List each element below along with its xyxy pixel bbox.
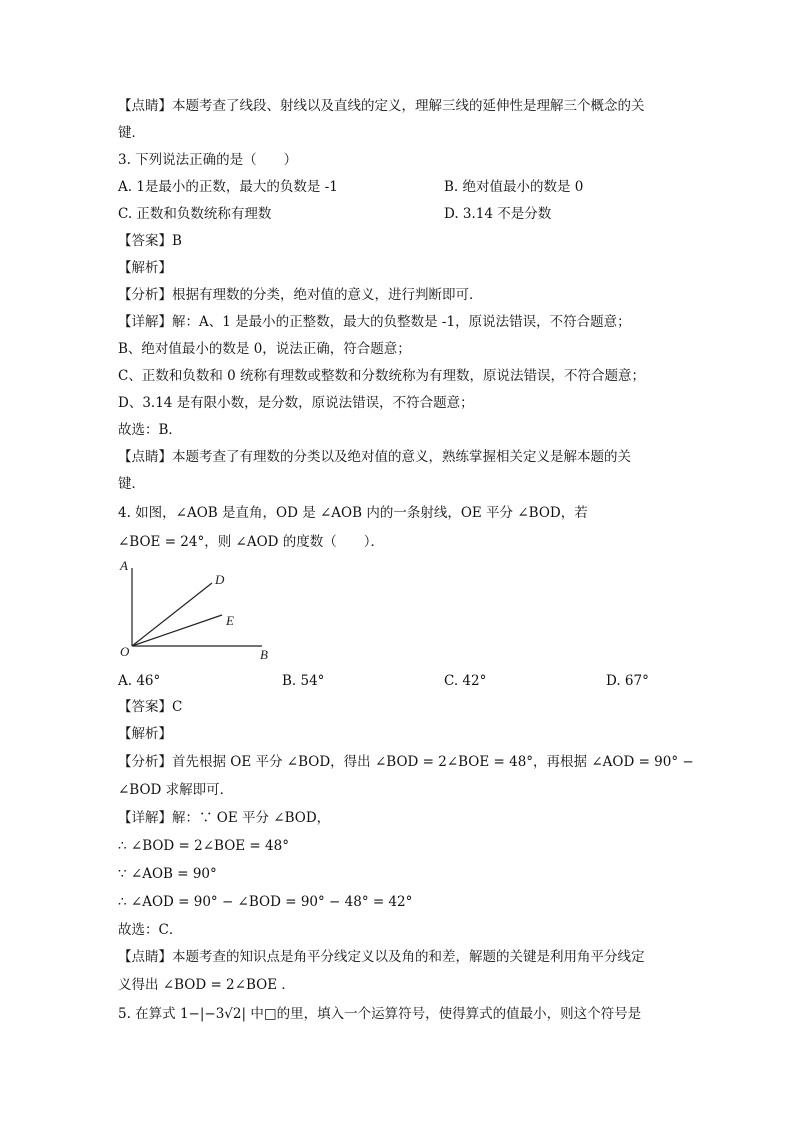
q4-analysis-2: ∠BOD 求解即可． [118, 782, 234, 798]
q4-option-a: A. 46° [118, 673, 161, 689]
q3-analysis: 【分析】根据有理数的分类，绝对值的意义，进行判断即可． [118, 287, 483, 303]
label-e: E [226, 613, 234, 628]
q4-detail-1: 【详解】解：∵ OE 平分 ∠BOD， [118, 810, 331, 826]
q4-analysis-label: 【解析】 [118, 726, 172, 742]
q4-choice: 故选：C． [118, 922, 183, 938]
q4-option-b: B. 54° [282, 673, 325, 689]
q4-option-c: C. 42° [444, 673, 487, 689]
q3-option-b: B. 绝对值最小的数是 0 [444, 179, 584, 195]
q3-detail-3: C、正数和负数和 0 统称有理数或整数和分数统称为有理数，原说法错误，不符合题意； [118, 368, 645, 384]
label-a: A [120, 558, 128, 573]
q4-detail-3: ∵ ∠AOB = 90° [118, 866, 217, 882]
q2-remark-line1: 【点睛】本题考查了线段、射线以及直线的定义，理解三线的延伸性是理解三个概念的关 [118, 98, 645, 114]
q3-option-a: A. 1是最小的正数，最大的负数是 -1 [118, 179, 338, 195]
label-d: D [215, 572, 225, 587]
q4-analysis-1: 【分析】首先根据 OE 平分 ∠BOD，得出 ∠BOD = 2∠BOE = 48°，再根据 ∠AOD = 90° − [118, 754, 694, 770]
ray-oe [132, 615, 222, 646]
q4-remark-1: 【点睛】本题考查的知识点是角平分线定义以及角的和差，解题的关键是利用角平分线定 [118, 949, 645, 965]
label-b: B [260, 647, 268, 662]
q4-detail-2: ∴ ∠BOD = 2∠BOE = 48° [118, 838, 289, 854]
q3-option-c: C. 正数和负数统称有理数 [118, 206, 272, 222]
ray-od [132, 583, 212, 646]
q5-stem: 5. 在算式 1−|−3√2| 中□的里，填入一个运算符号，使得算式的值最小，则这个符号是 [118, 1006, 642, 1022]
q3-answer: 【答案】B [118, 233, 182, 249]
label-o: O [120, 644, 130, 659]
angle-figure [112, 556, 282, 664]
q3-option-d: D. 3.14 不是分数 [444, 206, 552, 222]
q2-remark-line2: 键． [118, 125, 145, 141]
q3-remark-2: 键． [118, 476, 145, 492]
q4-stem-1: 4. 如图，∠AOB 是直角，OD 是 ∠AOB 内的一条射线，OE 平分 ∠BOD，若 [118, 505, 588, 521]
q3-detail-4: D、3.14 是有限小数，是分数，原说法错误，不符合题意； [118, 395, 474, 411]
q4-stem-2: ∠BOE = 24°，则 ∠AOD 的度数（ ）． [118, 534, 385, 550]
q3-detail-2: B、绝对值最小的数是 0，说法正确，符合题意； [118, 341, 411, 357]
q4-detail-4: ∴ ∠AOD = 90° − ∠BOD = 90° − 48° = 42° [118, 894, 413, 910]
q3-analysis-label: 【解析】 [118, 260, 172, 276]
q4-answer: 【答案】C [118, 699, 183, 715]
q3-remark-1: 【点睛】本题考查了有理数的分类以及绝对值的意义，熟练掌握相关定义是解本题的关 [118, 449, 631, 465]
q4-remark-2: 义得出 ∠BOD = 2∠BOE ． [118, 977, 295, 993]
q4-option-d: D. 67° [606, 673, 649, 689]
q3-detail-1: 【详解】解：A、1 是最小的正整数，最大的负整数是 -1，原说法错误，不符合题意； [118, 314, 631, 330]
q3-stem: 3. 下列说法正确的是（ ） [118, 152, 298, 168]
q3-choice: 故选：B． [118, 422, 182, 438]
